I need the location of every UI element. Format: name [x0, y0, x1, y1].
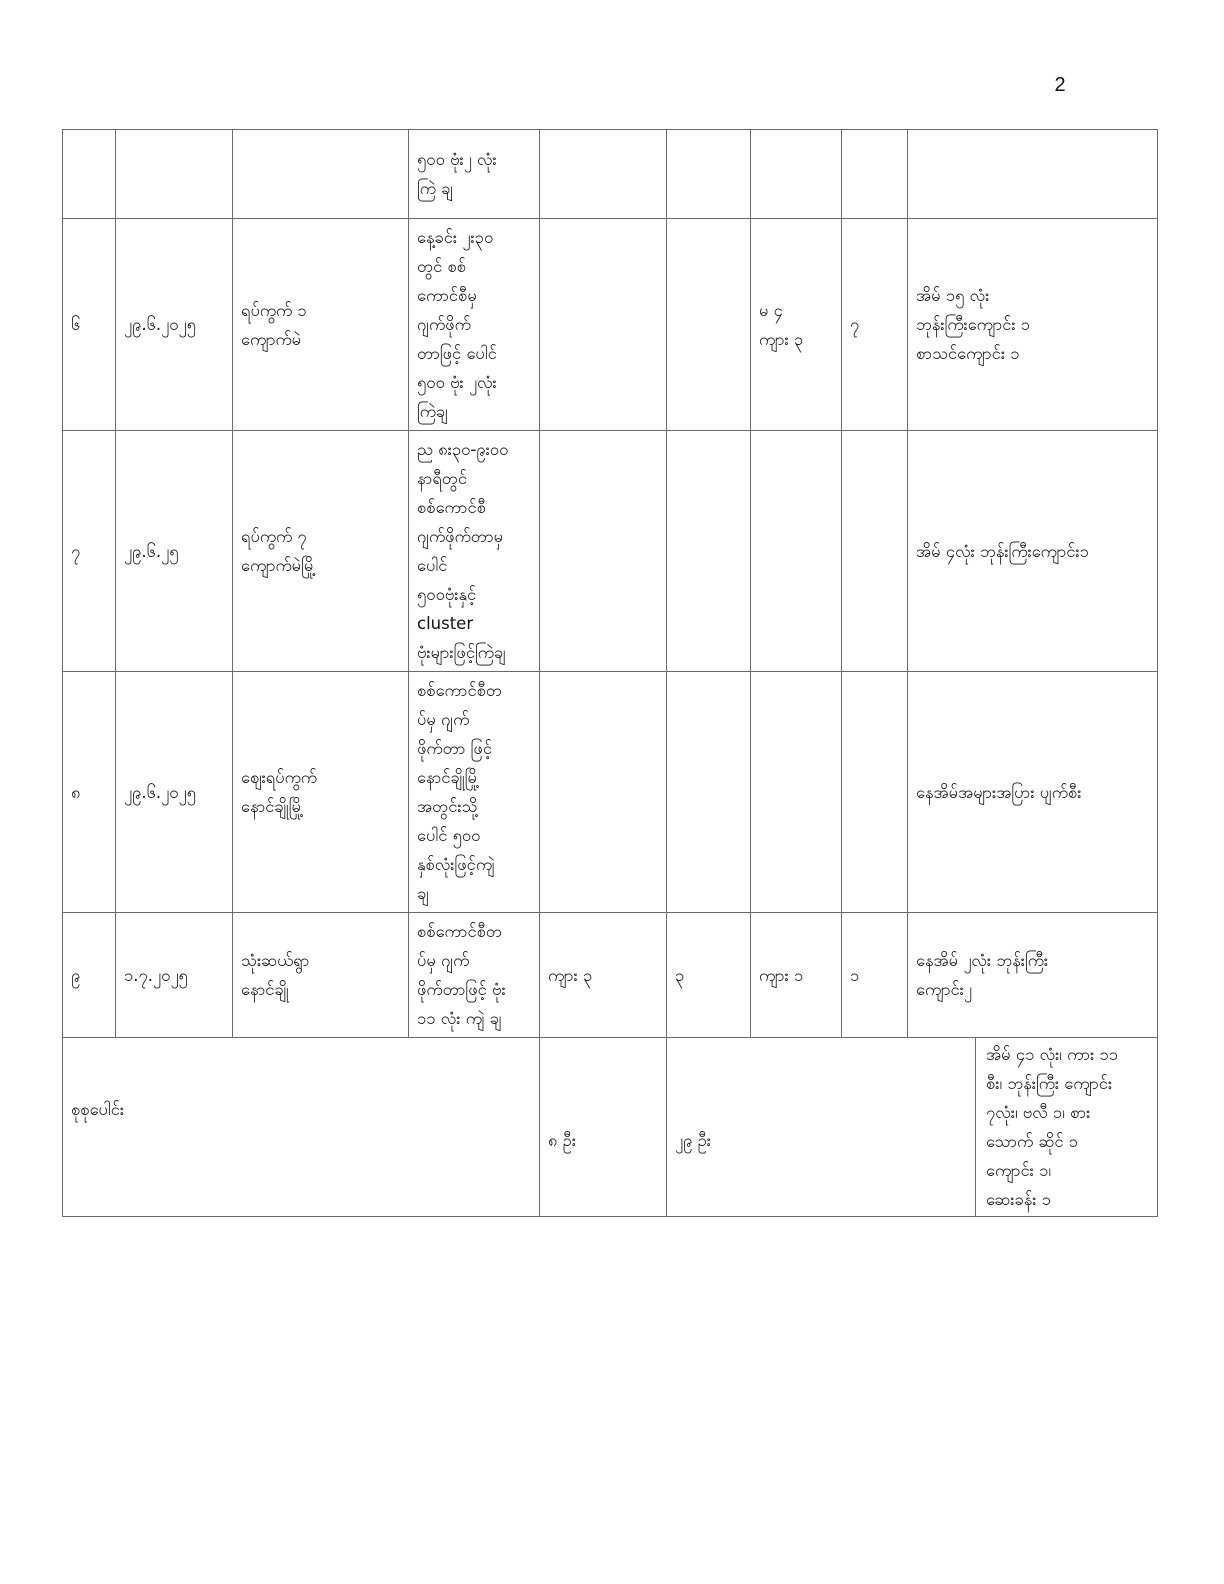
cell-col6 [667, 431, 751, 672]
cell-col5: ကျား ၃ [540, 913, 667, 1038]
total-label: စုစုပေါင်း [63, 1038, 540, 1217]
cell-place: ရပ်ကွက် ၇ ကျောက်မဲမြို့ [233, 431, 409, 672]
cell-detail: ၅၀၀ ဗုံး၂ လုံး ကြဲ ချ [409, 130, 540, 219]
cell-col5 [540, 219, 667, 431]
cell-col6 [667, 130, 751, 219]
cell-date [116, 130, 233, 219]
cell-number: ၈ [63, 672, 116, 913]
cell-number [63, 130, 116, 219]
table-row [63, 672, 1158, 913]
table-row [63, 913, 1158, 1038]
cell-remark: အိမ် ၄လုံး ဘုန်းကြီးကျောင်း၁ [908, 431, 1158, 672]
cell-place [233, 130, 409, 219]
cell-col5 [540, 431, 667, 672]
cell-col8: ၁ [842, 913, 908, 1038]
cell-col7: ကျား ၁ [751, 913, 842, 1038]
cell-col7 [751, 130, 842, 219]
cell-col8 [842, 431, 908, 672]
total-remark: အိမ် ၄၁ လုံး၊ ကား ၁၁ စီး၊ ဘုန်းကြီး ကျောင်း ၇လုံး၊ ဗလီ ၁၊ စား သောက် ဆိုင် ၁ ကျောင်း ၁၊ ဆေးခန်း ၁ [976, 1038, 1158, 1217]
cell-place: ရပ်ကွက် ၁ ကျောက်မဲ [233, 219, 409, 431]
cell-remark: နေအိမ်အများအပြား ပျက်စီး [908, 672, 1158, 913]
incident-table [62, 129, 1158, 1217]
cell-col6 [667, 219, 751, 431]
cell-col7 [751, 672, 842, 913]
cell-place: သုံးဆယ်ရွာ နောင်ချို [233, 913, 409, 1038]
cell-col5 [540, 672, 667, 913]
cell-col5 [540, 130, 667, 219]
cell-number: ၉ [63, 913, 116, 1038]
cell-date: ၂၉.၆.၂၀၂၅ [116, 672, 233, 913]
cell-col6 [667, 672, 751, 913]
total-col5: ၈ ဦး [540, 1038, 667, 1217]
cell-detail: နေ့ခင်း ၂း၃၀ တွင် စစ် ကောင်စီမှ ဂျက်ဖိုက် တာဖြင့် ပေါင် ၅၀၀ ဗုံး ၂လုံး ကြဲချ [409, 219, 540, 431]
cell-date: ၂၉.၆.၂၀၂၅ [116, 219, 233, 431]
cell-number: ၇ [63, 431, 116, 672]
cell-date: ၁.၇.၂၀၂၅ [116, 913, 233, 1038]
total-col6: ၂၉ ဦး [667, 1038, 976, 1217]
cell-number: ၆ [63, 219, 116, 431]
cell-detail: စစ်ကောင်စီတ ပ်မှ ဂျက် ဖိုက်တာဖြင့် ဗုံး ၁၁ လုံး ကျဲ ချ [409, 913, 540, 1038]
table-row [63, 130, 1158, 219]
total-row [63, 1038, 1158, 1217]
cell-date: ၂၉.၆.၂၅ [116, 431, 233, 672]
cell-col7: မ ၄ ကျား ၃ [751, 219, 842, 431]
table-row [63, 219, 1158, 431]
cell-place: ဈေးရပ်ကွက် နောင်ချိုမြို့ [233, 672, 409, 913]
cell-col8 [842, 130, 908, 219]
cell-detail: ည ၈း၃၀-၉း၀၀ နာရီတွင် စစ်ကောင်စီ ဂျက်ဖိုက်တာမှ ပေါင် ၅၀၀ဗုံးနှင့် cluster ဗုံးများဖြင့်ကြဲချ [409, 431, 540, 672]
page-number: 2 [1054, 74, 1066, 96]
cell-col6: ၃ [667, 913, 751, 1038]
cell-detail: စစ်ကောင်စီတ ပ်မှ ဂျက် ဖိုက်တာ ဖြင့် နောင်ချိုမြို့ အတွင်းသို့ ပေါင် ၅၀၀ နှစ်လုံးဖြင့်ကျဲ ချ [409, 672, 540, 913]
cell-col8 [842, 672, 908, 913]
cell-col7 [751, 431, 842, 672]
cell-remark [908, 130, 1158, 219]
table-row [63, 431, 1158, 672]
cell-col8: ၇ [842, 219, 908, 431]
cell-remark: အိမ် ၁၅ လုံး ဘုန်းကြီးကျောင်း ၁ စာသင်ကျောင်း ၁ [908, 219, 1158, 431]
cell-remark: နေအိမ် ၂လုံး ဘုန်းကြီး ကျောင်း၂ [908, 913, 1158, 1038]
